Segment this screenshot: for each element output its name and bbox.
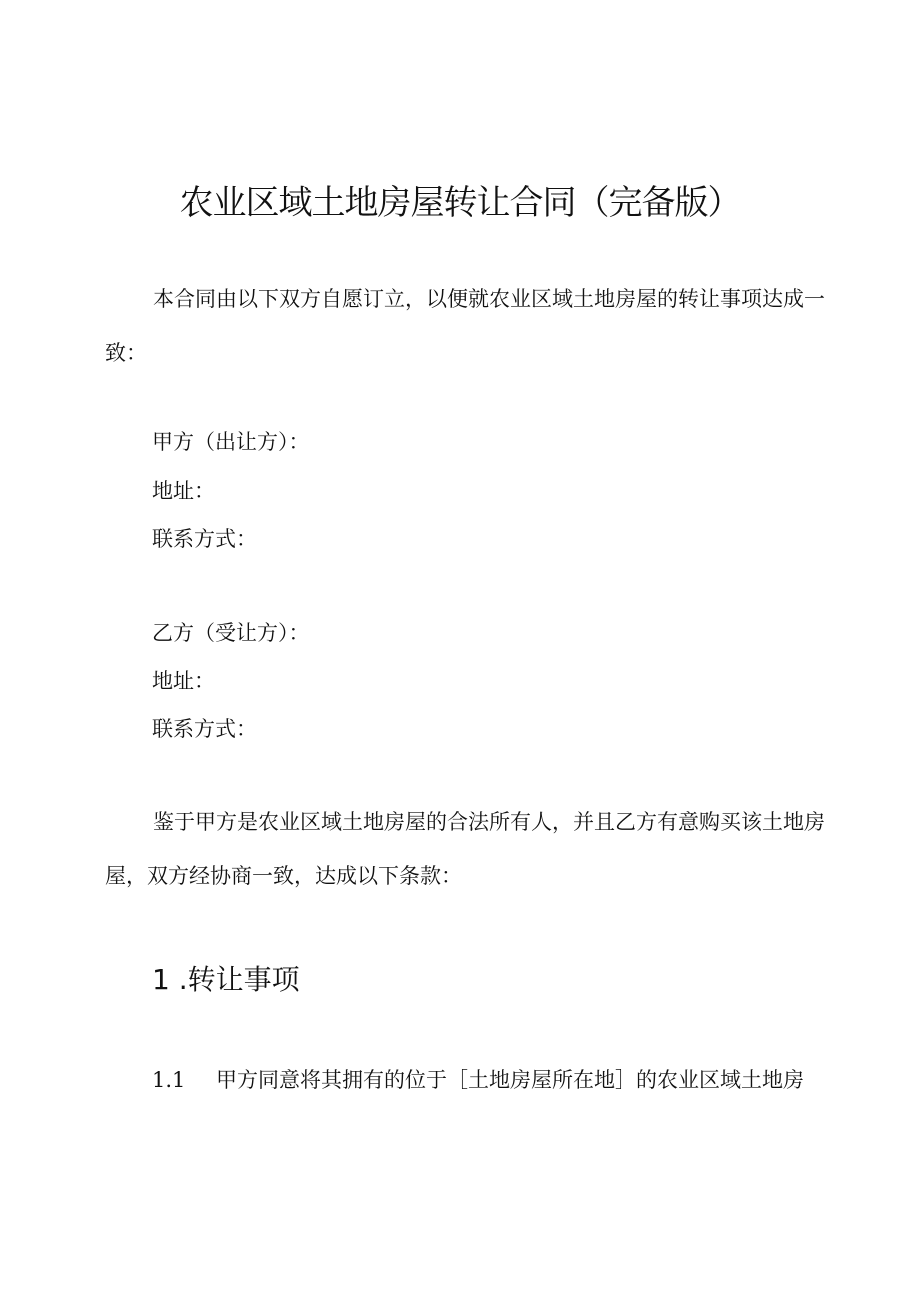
clause-text: 甲方同意将其拥有的位于［土地房屋所在地］的农业区域土地房 [216,1068,804,1092]
recital-paragraph: 鉴于甲方是农业区域土地房屋的合法所有人，并且乙方有意购买该土地房屋，双方经协商一致，达成以下条款： [105,810,825,888]
intro-paragraph: 本合同由以下双方自愿订立，以便就农业区域土地房屋的转让事项达成一致： [105,287,825,365]
party-b-contact-label: 联系方式： [152,717,257,741]
clause-number: 1.1 [152,1068,186,1092]
section-heading-transfer: 1 .转让事项 [152,963,300,996]
party-a-label: 甲方（出让方）： [152,430,310,454]
party-a-address-label: 地址： [152,479,215,503]
party-b-address-label: 地址： [152,669,215,693]
document-title: 农业区域土地房屋转让合同（完备版） [179,183,741,223]
party-b-label: 乙方（受让方）： [152,621,310,645]
clause-1-1 [152,1065,804,1095]
party-a-contact-label: 联系方式： [152,527,257,551]
